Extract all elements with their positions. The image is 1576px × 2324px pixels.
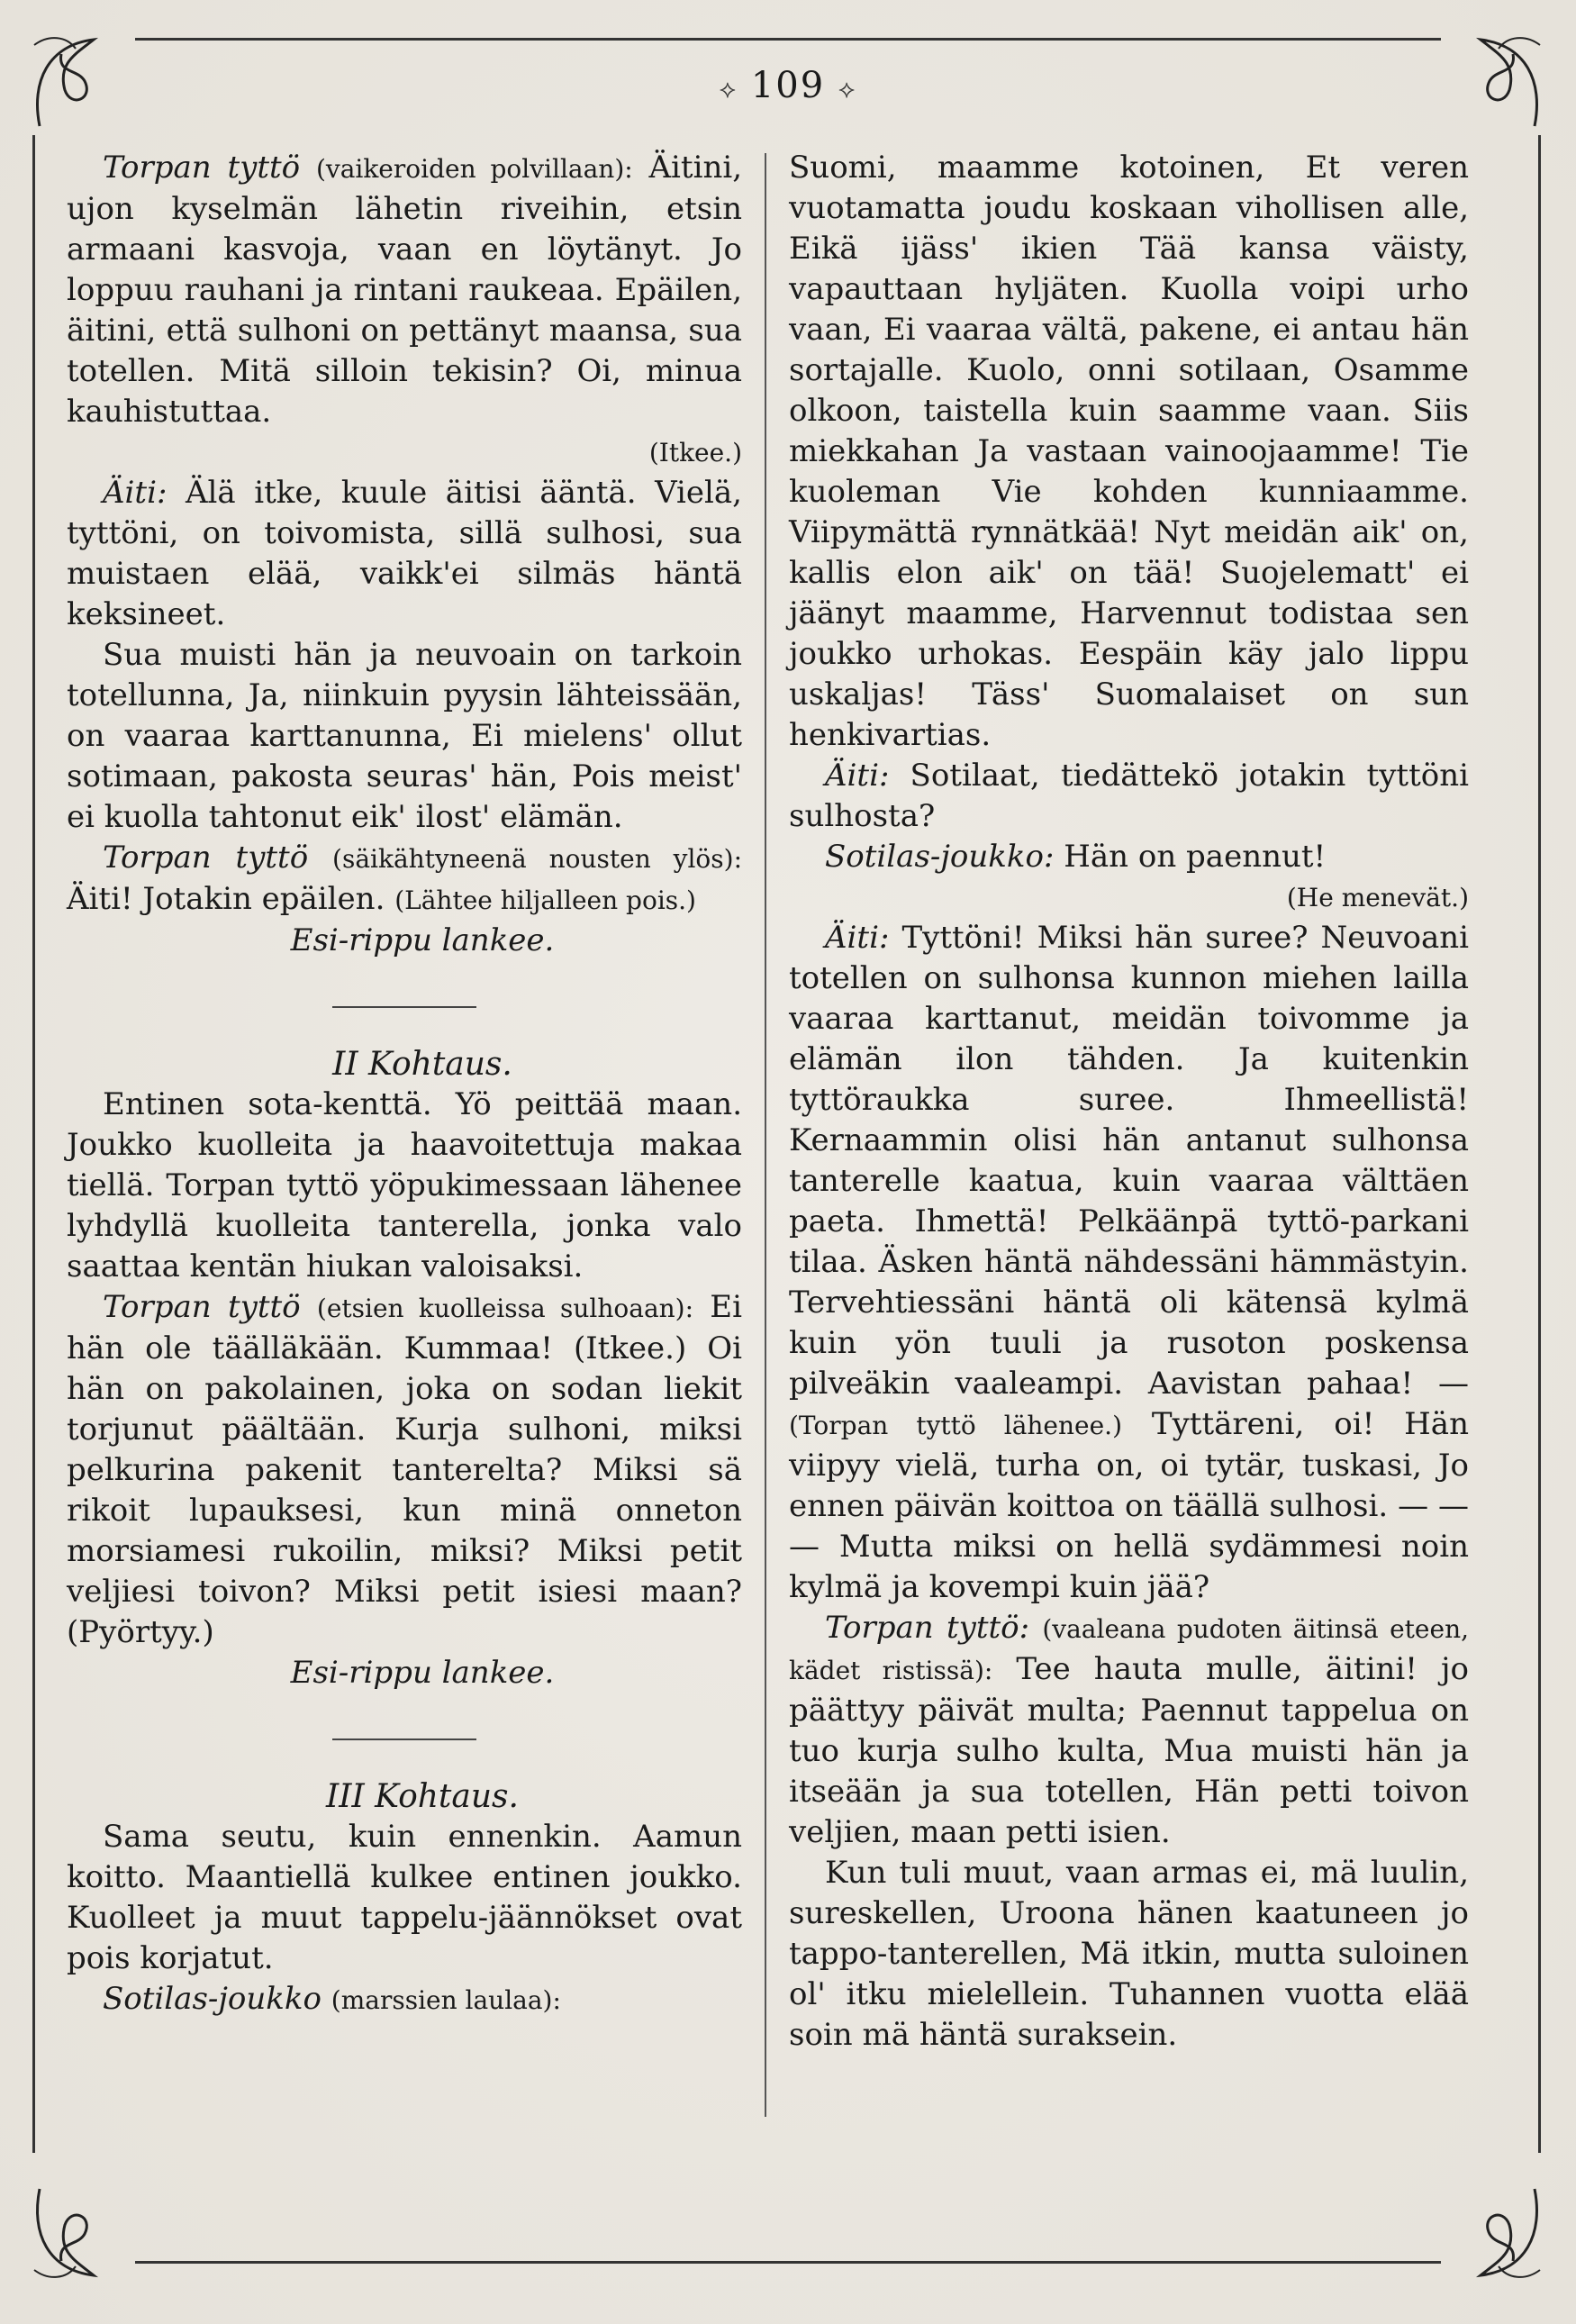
dialogue: Tyttäreni, oi! Hän viipyy vielä, turha on, oi tytär, tuskasi, Jo ennen päivän koittoa on täällä sulhosi. — — — Mutta miksi on hellä sydämmesi noin kylmä ja kovempi kuin jää? bbox=[789, 1406, 1469, 1605]
paragraph: Sama seutu, kuin ennenkin. Aamun koitto. Maantiellä kulkee entinen joukko. Kuolleet ja muut tappelu-jäännökset ovat pois korjatut. bbox=[67, 1819, 742, 1976]
stage-direction: (säikähtyneenä nousten ylös): bbox=[332, 844, 743, 874]
speaker: Sotilas-joukko bbox=[103, 1981, 322, 2017]
curtain-direction: Esi-rippu lankee. bbox=[290, 922, 555, 958]
left-column bbox=[67, 148, 742, 2020]
corner-ornament-bottom-right-icon bbox=[1436, 2171, 1553, 2288]
paragraph bbox=[789, 1608, 1469, 1853]
paragraph bbox=[67, 473, 742, 635]
dialogue: Hän on paennut! bbox=[1064, 839, 1327, 875]
dialogue: Äitini, ujon kyselmän lähetin riveihin, etsin armaani kasvoja, vaan en löytänyt. Jo loppuu rauhani ja rintani raukeaa. Epäilen, äitini, että sulhoni on pettänyt maansa, sua totellen. Mitä silloin tekisin? Oi, minua kauhistuttaa. bbox=[67, 150, 743, 430]
speaker: Torpan tyttö bbox=[103, 1289, 301, 1325]
border-left bbox=[32, 135, 35, 2153]
speaker: Torpan tyttö bbox=[103, 150, 301, 186]
speaker: Äiti: bbox=[825, 758, 890, 794]
dialogue: Tyttöni! Miksi hän suree? Neuvoani totellen on sulhonsa kunnon miehen lailla vaaraa karttanut, meidän toivomme ja elämän ilon tähden. Ja kuitenkin tyttöraukka suree. Ihmeellistä! Kernaammin olisi hän antanut sulhonsa tanterelle kaatua, kuin vaaraa välttäen paeta. Ihmettä! Pelkäänpä tyttö-parkani tilaa. Äsken häntä nähdessäni hämmästyin. Tervehtiessäni häntä oli kätensä kylmä kuin yön tuuli ja rusoton poskensa pilveäkin vaaleampi. Aavistan pahaa! — bbox=[789, 920, 1469, 1402]
scene-title: III Kohtaus. bbox=[326, 1778, 519, 1815]
dialogue: Äiti! Jotakin epäilen. bbox=[67, 881, 385, 917]
paragraph bbox=[789, 918, 1469, 1608]
paragraph bbox=[789, 837, 1469, 877]
header-ornament-right-icon: ⟡ bbox=[838, 74, 857, 104]
speaker: Sotilas-joukko: bbox=[825, 839, 1055, 875]
stage-direction: (Lähtee hiljalleen pois.) bbox=[394, 885, 696, 915]
stage-direction: (vaikeroiden polvillaan): bbox=[315, 154, 633, 184]
dialogue: Tee hauta mulle, äitini! jo päättyy päivät multa; Paennut tappelua on tuo kurja sulho kulta, Mua muisti hän ja itseään ja sua totellen, Hän petti toivon veljien, maan petti isien. bbox=[789, 1651, 1470, 1850]
paragraph bbox=[67, 838, 742, 921]
speaker: Torpan tyttö: bbox=[825, 1610, 1030, 1646]
speaker: Äiti: bbox=[825, 920, 890, 956]
paragraph: Sua muisti hän ja neuvoain on tarkoin totellunna, Ja, niinkuin pyysin lähteissään, on vaaraa karttanunna, Ei mielens' ollut sotimaan, pakosta seuras' hän, Pois meist' ei kuolla tahtonut eik' ilost' elämän. bbox=[67, 637, 742, 835]
page-header bbox=[0, 65, 1576, 106]
stage-direction: (He menevät.) bbox=[1286, 883, 1469, 912]
corner-ornament-bottom-left-icon bbox=[22, 2171, 139, 2288]
dialogue: Älä itke, kuule äitisi ääntä. Vielä, tyttöni, on toivomista, sillä sulhosi, sua muistaen elää, vaikk'ei silmäs häntä keksineet. bbox=[67, 475, 742, 632]
page-number: 109 bbox=[750, 65, 826, 106]
border-bottom bbox=[135, 2261, 1441, 2264]
speaker: Äiti: bbox=[103, 475, 168, 511]
dialogue: Sotilaat, tiedättekö jotakin tyttöni sulhosta? bbox=[789, 758, 1469, 834]
section-divider bbox=[332, 1006, 476, 1008]
dialogue: Ei hän ole täälläkään. Kummaa! (Itkee.) Oi hän on pakolainen, joka on sodan liekit torjunut päältään. Kurja sulhoni, miksi pelkurina pakenit tanterelta? Miksi sä rikoit lupauksesi, kun minä onneton morsiamesi rukoilin, miksi? Miksi petit veljiesi toivon? Miksi petit isiesi maan? (Pyörtyy.) bbox=[67, 1289, 742, 1650]
stage-direction: (marssien laulaa): bbox=[331, 1985, 561, 2015]
column-divider bbox=[765, 153, 766, 2117]
paragraph: Kun tuli muut, vaan armas ei, mä luulin, sureskellen, Uroona hänen kaatuneen jo tappo-tanterellen, Mä itkin, mutta suloinen ol' itku mielellein. Tuhannen vuotta elää soin mä häntä suraksein. bbox=[789, 1855, 1469, 2053]
paragraph bbox=[67, 1287, 742, 1653]
paragraph bbox=[67, 1979, 742, 2020]
song-lyrics: Suomi, maamme kotoinen, Et veren vuotamatta joudu koskaan vihollisen alle, Eikä ijäss' ikien Tää kansa väisty, vapauttaan hyljäten. Kuolla voipi urho vaan, Ei vaaraa vältä, pakene, ei antau hän sortajalle. Kuolo, onni sotilaan, Osamme olkoon, taistella kuin saamme vaan. Siis miekkahan Ja vastaan vainoojaamme! Tie kuoleman Vie kohden kunniaamme. Viipymättä rynnätkää! Nyt meidän aik' on, kallis elon aik' on tää! Suojelematt' ei jäänyt maamme, Harvennut todistaa sen joukko urhokas. Eespäin käy jalo lippu uskaljas! Täss' Suomalaiset on sun henkivartias. bbox=[789, 150, 1469, 753]
stage-direction: (Torpan tyttö lähenee.) bbox=[789, 1411, 1122, 1440]
paragraph bbox=[67, 148, 742, 432]
paragraph bbox=[789, 756, 1469, 837]
scene-title: II Kohtaus. bbox=[332, 1046, 512, 1083]
stage-direction: (Itkee.) bbox=[648, 438, 742, 468]
stage-direction: (vaaleana pudoten äitinsä eteen, kädet ristissä): bbox=[789, 1614, 1469, 1685]
right-column bbox=[789, 148, 1469, 2056]
stage-direction: (etsien kuolleissa sulhoaan): bbox=[316, 1294, 694, 1323]
speaker: Torpan tyttö bbox=[103, 840, 309, 876]
border-top bbox=[135, 38, 1441, 41]
section-divider bbox=[332, 1738, 476, 1740]
border-right bbox=[1538, 135, 1541, 2153]
paragraph: Entinen sota-kenttä. Yö peittää maan. Joukko kuolleita ja haavoitettuja makaa tiellä. Torpan tyttö yöpukimessaan lähenee lyhdyllä kuolleita tanterella, jonka valo saattaa kentän hiukan valoisaksi. bbox=[67, 1086, 742, 1285]
curtain-direction: Esi-rippu lankee. bbox=[290, 1655, 555, 1691]
header-ornament-left-icon: ⟡ bbox=[719, 74, 738, 104]
